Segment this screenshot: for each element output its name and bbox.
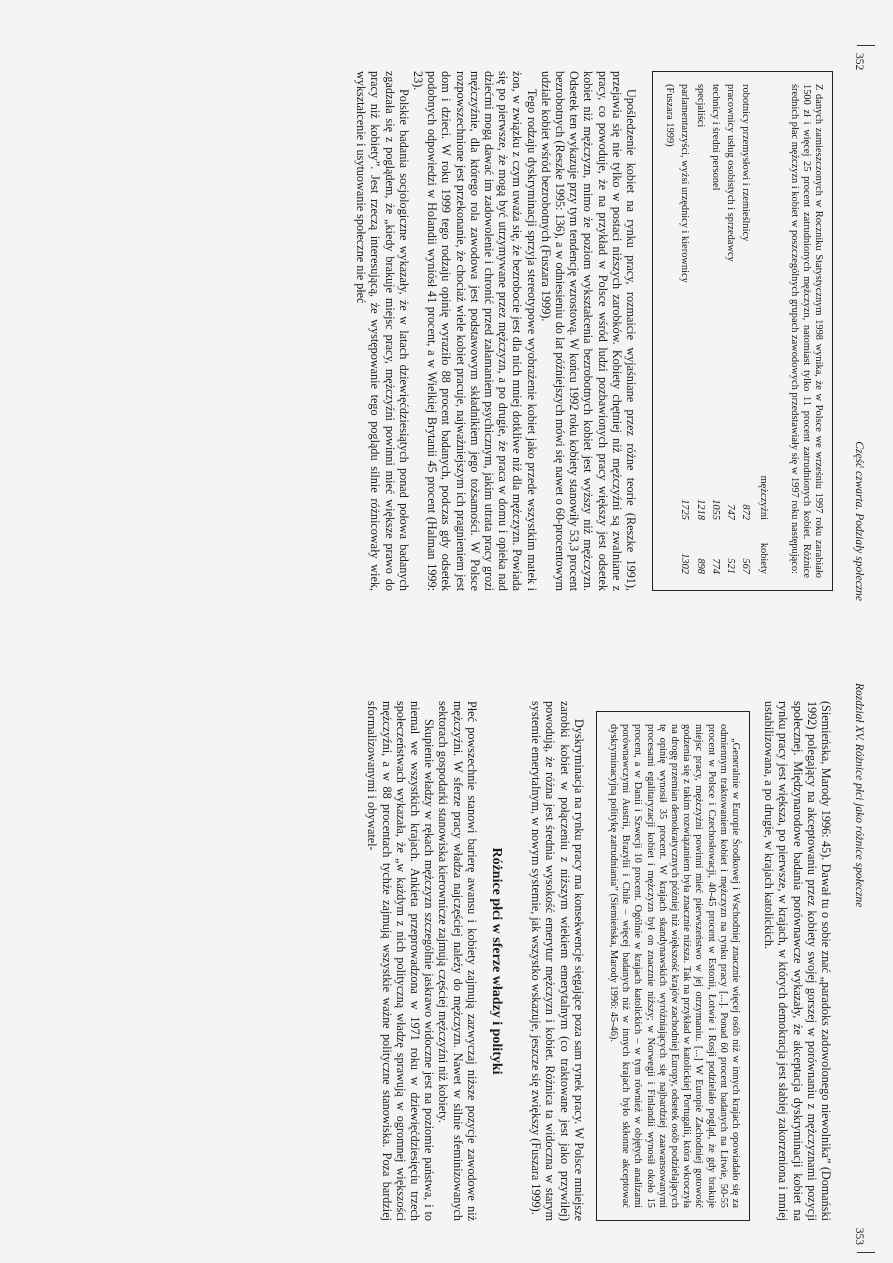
running-head-title: Część czwarta. Podziały społeczne: [853, 441, 865, 601]
body-paragraph: (Siemieńska, Marody 1996: 45). Dawał tu o sobie znać „paradoks zadowolonego niewolnika” (Domański 1992) polegający na akceptowaniu przez kobiety swojej gorszej w porównaniu z mężczyznami pozycji społecznej. Międzynarodowe badania porównawcze wykazały, że akceptacja dyskryminacji kobiet na rynku pracy jest większa, po pierwsze, w krajach, w których demokracja jest słabiej zakorzeniona i mniej ustabilizowana, a po drugie, w krajach katolickich.: [762, 701, 833, 1221]
table-header-cell: kobiety: [758, 542, 770, 574]
table-cell: 872: [740, 504, 752, 520]
page-353: [0, 661, 893, 1261]
page-number: 353: [853, 1227, 865, 1245]
box-source: (Fuszara 1999): [664, 84, 676, 147]
table-cell: 774: [709, 558, 721, 574]
table-cell: 1055: [709, 499, 721, 520]
body-paragraph: Tego rodzaju dyskryminacji sprzyja stereotypowe wyobrażenie kobiet jako przede wszystkim matek i żon, w związku z czym uważa się, że bezrobocie jest dla nich mniej dotkliwe niż dla mężczyzn. Powiada się po pierwsze, że mogą być utrzymywane przez mężczyzn, a po drugie, że praca w domu i opieka nad dziećmi mogą dawać im zadowolenie i chronić przed załamaniem psychicznym, jakim utrata pracy grozi mężczyźnie, dla którego rola zawodowa jest podstawowym składnikiem jego tożsamości. W Polsce rozpowszechnione jest przekonanie, że chociaż wiele kobiet pracuje, najważniejszym ich pragnieniem jest dom i dzieci. W roku 1999 tego rodzaju opinię wyraziło 88 procent badanych, podczas gdy odsetek podobnych odpowiedzi w Holandii wyniósł 41 procent, a w Wielkiej Brytanii 45 procent (Halman 1999: 23).: [410, 71, 539, 591]
table-cell: 1218: [694, 499, 706, 520]
table-cell: parlamentarzyści, wyżsi urzędnicy i kierownicy: [679, 84, 691, 283]
page-352: [0, 31, 893, 631]
body-paragraph: Upośledzenie kobiet na rynku pracy, rozmaicie wyjaśniane przez różne teorie (Reszke 1991), przejawia się nie tylko w postaci niższych zarobków. Kobiety chętniej niż mężczyźni są zwalniane z pracy, co powoduje, że na przykład w Polsce wśród ludzi pozbawionych pracy większy jest odsetek kobiet niż mężczyzn, mimo że poziom wykształcenia bezrobotnych kobiet jest wyższy niż mężczyzn. Odsetek ten wykazuje przy tym tendencję wzrostową. W końcu 1992 roku kobiety stanowiły 53,3 procent bezrobotnych (Reszke 1995: 136), a w odniesieniu do lat późniejszych mówi się nawet o 60-procentowym udziale kobiet wśród bezrobotnych (Fuszara 1999).: [538, 71, 638, 591]
quote-box: [596, 711, 750, 1221]
text-column: [365, 701, 833, 1221]
table-cell: 521: [724, 558, 736, 574]
table-header-cell: mężczyźni: [758, 475, 770, 520]
body-paragraph: Skupienie władzy w rękach mężczyzn szczególnie jaskrawo widoczne jest na poziomie państwa, i to niemal we wszystkich krajach. Ankieta przeprowadzona w 1971 roku w dziewięćdziesięciu trzech społeczeństwach wykazała, że „w każdym z nich polityczną władzę sprawują w ogromnej większości mężczyźni, a w 88 procentach tychże zajmują wszystkie ważne polityczne stanowiska. Poza bardziej sformalizowanymi i obywatel-: [365, 701, 437, 1221]
table-row: [690, 84, 705, 578]
quote-text: „Generalnie w Europie Środkowej i Wschodniej znacznie więcej osób niż w innych krajach opowiadało się za odmiennym traktowaniem kobiet i mężczyzn na rynku pracy [...]. Ponad 60 procent badanych na Litwie, 50-55 procent w Polsce i Czechosłowacji, 40-45 procent w Estonii, Łotwie i Rosji podzielało pogląd, że gdy brakuje miejsc pracy, mężczyźni powinni mieć pierwszeństwo w jej otrzymaniu. [...] W Europie Zachodniej gotowość godzenia się z takim rozwiązaniem była znacznie niższa. Tak na przykład w katolickiej Portugalii, która wkroczyła na drogę przemian demokratycznych później niż większość krajów zachodniej Europy, odsetek osób podzielających tę opinię wynosił 35 procent. W krajach skandynawskich wyróżniających się najbardziej zaawansowanymi procesami egalitaryzacji kobiet i mężczyzn był on znacznie niższy; w Norwegii i Finlandii wynosił około 15 procent, a w Danii i Szwecji 10 procent. Ogólnie w krajach katolickich – w tym również w objętych analizami porównawczymi Austrii, Brazylii i Chile – więcej badanych niż w innych krajach było skłonne akceptować dyskryminacyjną politykę zatrudniania” (Siemieńska, Marody 1996: 45-46).: [607, 724, 741, 1208]
table-row: [736, 84, 751, 578]
running-head-title: Rozdział XV. Różnice płci jako różnice społeczne: [853, 683, 865, 908]
table-cell: pracownicy usług osobistych i sprzedawcy: [724, 84, 736, 262]
table-cell: robotnicy przemysłowi i rzemieślnicy: [740, 84, 752, 242]
table-cell: 747: [724, 504, 736, 520]
salary-table: [675, 84, 769, 578]
table-cell: 567: [740, 558, 752, 574]
table-row: [706, 84, 721, 578]
box-text: Z danych zamieszczonych w Roczniku Statystycznym 1998 wynika, że w Polsce we wrześniu 1997 roku zarabiało 1500 zł i więcej 25 procent zatrudnionych mężczyzn, natomiast tylko 11 procent zatrudnionych kobiet. Różnice średnich płac mężczyzn i kobiet w poszczególnych grupach zawodowych przedstawiały się w 1997 roku następująco:: [788, 84, 824, 578]
statistics-box: [652, 71, 833, 591]
table-cell: specjaliści: [694, 84, 706, 128]
body-paragraph: Dyskryminacja na rynku pracy ma konsekwencje sięgające poza sam rynek pracy. W Polsce mniejsze zarobki kobiet w połączeniu z niższym wiekiem emerytalnym (co traktowane jest jako przywilej) powodują, że różna jest średnia wysokość emerytur mężczyzn i kobiet. Różnica ta widoczna w starym systemie emerytalnym, w nowym systemie, jak wszystko wskazuje, jeszcze się zwiększy (Fuszara 1999).: [529, 701, 586, 1221]
body-paragraph: Płeć powszechnie stanowi barierę awansu i kobiety zajmują zazwyczaj niższe pozycje zawodowe niż mężczyźni. W sferze pracy władza najczęściej należy do mężczyzn. Nawet w silnie sfeminizowanych sektorach gospodarki stanowiska kierownicze zajmują częściej mężczyźni niż kobiety.: [436, 701, 479, 1221]
text-column: [354, 71, 833, 591]
table-row: [721, 84, 736, 578]
body-paragraph: Polskie badania socjologiczne wykazały, że w latach dziewięćdziesiątych ponad połowa badanych zgadzała się z poglądem, że „kiedy brakuje miejsc pracy, mężczyźni powinni mieć większe prawo do pracy niż kobiety”. Jest rzeczą interesującą, że występowanie tego poglądu silnie różnicowały wiek, wykształcenie i usytuowanie społeczne nie płeć: [354, 71, 411, 591]
table-cell: 1725: [679, 499, 691, 520]
page-margin-rule: [857, 1252, 875, 1253]
section-heading: Różnice płci w sferze władzy i polityki: [488, 847, 504, 1075]
table-cell: 1302: [679, 553, 691, 574]
table-cell: 898: [694, 558, 706, 574]
page-margin-rule: [857, 45, 875, 46]
table-row: [675, 84, 690, 578]
table-cell: technicy i średni personel: [709, 84, 721, 191]
table-header-row: [751, 84, 769, 578]
table-header-cell: [751, 84, 769, 470]
page-number: 352: [853, 53, 865, 71]
